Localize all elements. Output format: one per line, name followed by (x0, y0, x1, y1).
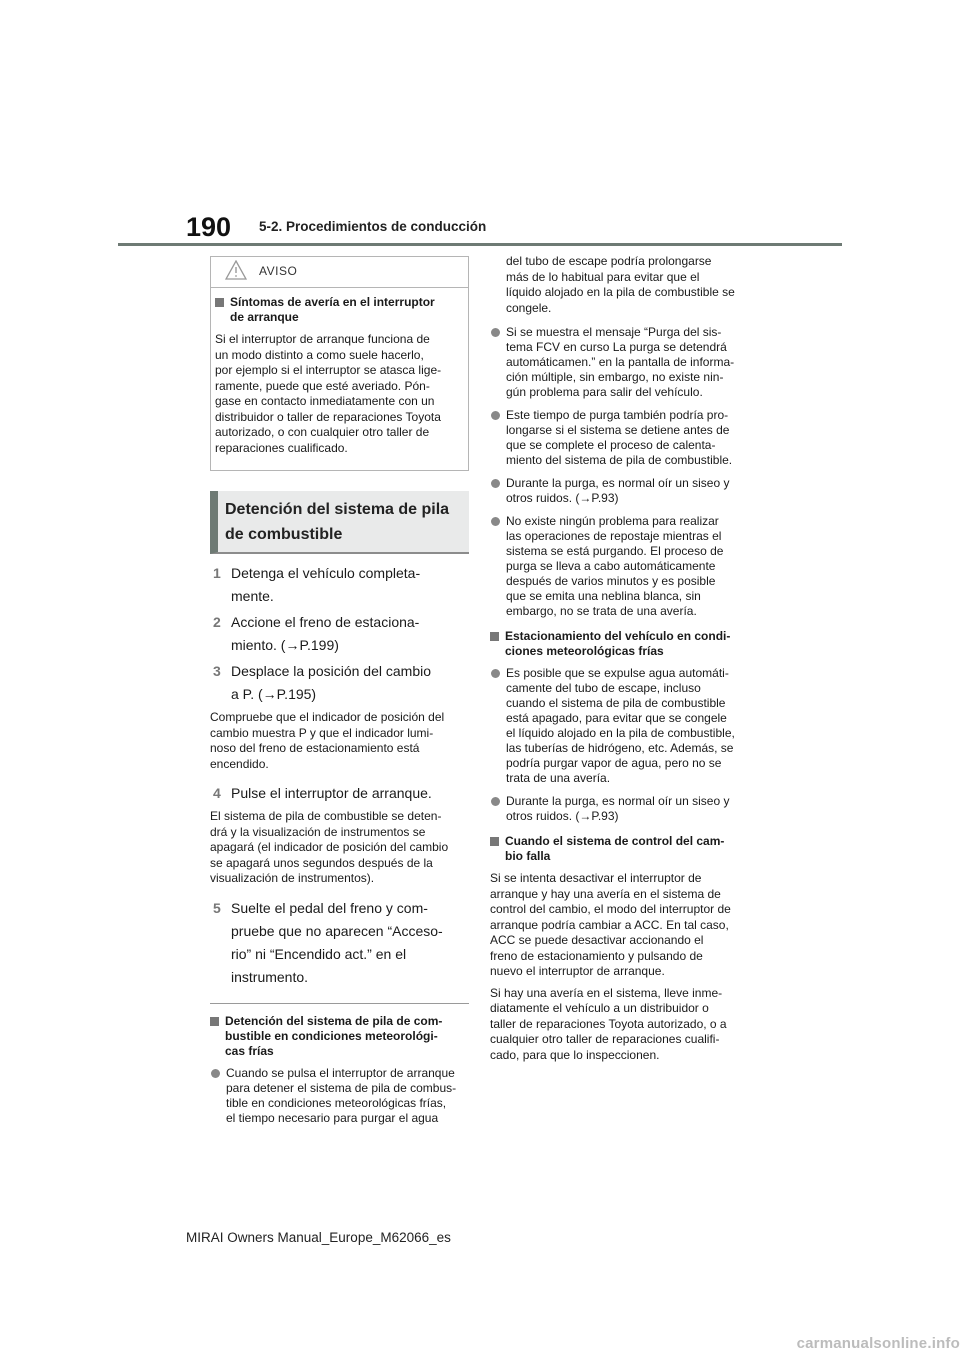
step-2: 2 Accione el freno de estaciona- miento. (→P.199) (210, 611, 469, 657)
square-bullet-icon (490, 837, 499, 846)
step-number: 2 (213, 614, 221, 630)
step-number: 3 (213, 663, 221, 679)
square-bullet-icon (210, 1017, 219, 1026)
bullet-item: Es posible que se expulse agua automáti- camente del tubo de escape, incluso cuando el sistema de pila de combustible está apagado, para evitar que se congele el líquido alojado en la pila de combustible, las tuberías de hidrógeno, etc. Además, se podría purgar vapor de agua, pero no se trata de una avería. (490, 666, 752, 786)
page-number: 190 (186, 212, 232, 242)
step-4-note: El sistema de pila de combustible se deten- drá y la visualización de instrumentos se apagará (el indicador de posición del cambio se apagará unos segundos después de la visualización de instrumentos). (210, 809, 449, 885)
warning-subheading: Síntomas de avería en el interruptor de arranque (215, 295, 462, 325)
bullet-item: Si se muestra el mensaje “Purga del sis- tema FCV en curso La purga se detendrá automáticamen.” en la pantalla de informa- ción múltiple, sin embargo, no existe nin- gún problema para salir del vehículo. (490, 325, 752, 400)
watermark: carmanualsonline.info (796, 1335, 960, 1352)
warning-header (211, 257, 468, 288)
cold-subheading: Detención del sistema de pila de com- bustible en condiciones meteorológi- cas frías (210, 1014, 469, 1059)
warning-body: Si el interruptor de arranque funciona de un modo distinto a como suele hacerlo, por ejemplo si el interruptor se atasca lige- ramente, puede que esté averiado. Pón- gase en contacto inmediatamente con un distribuidor o taller de reparaciones Toyota autorizado, o con cualquier otro taller de reparaciones cualificado. (215, 332, 442, 455)
right-column (490, 254, 752, 1069)
round-bullet-icon (491, 517, 500, 526)
step-number: 4 (213, 785, 221, 801)
step-1: 1 Detenga el vehículo completa- mente. (210, 562, 469, 608)
failure-paragraph-2: Si hay una avería en el sistema, lleve inme- diatamente el vehículo a un distribuidor o taller de reparaciones Toyota autorizado, o a cualquier otro taller de reparaciones cualifi- cado, para que lo inspeccionen. (490, 985, 727, 1062)
left-column (210, 256, 469, 1134)
parking-subheading: Estacionamiento del vehículo en condi- ciones meteorológicas frías (490, 629, 752, 659)
warning-triangle-icon (225, 260, 247, 280)
continuation-text: del tubo de escape podría prolongarse más de lo habitual para evitar que el líquido alojado en la pila de combustible se congele. (506, 254, 735, 315)
warning-title: AVISO (259, 264, 298, 278)
bullet-item: Durante la purga, es normal oír un siseo y otros ruidos. (→P.93) (490, 794, 752, 824)
failure-paragraph-1: Si se intenta desactivar el interruptor de arranque y hay una avería en el sistema de control del cambio, el modo del interruptor de arranque podría cambiar a ACC. En tal caso, ACC se puede desactivar accionando el freno de estacionamiento y pulsando de nuevo el interruptor de arranque. (490, 871, 731, 978)
round-bullet-icon (491, 797, 500, 806)
square-bullet-icon (215, 298, 224, 307)
round-bullet-icon (491, 411, 500, 420)
failure-subheading: Cuando el sistema de control del cam- bio falla (490, 834, 752, 864)
footer-text: MIRAI Owners Manual_Europe_M62066_es (186, 1230, 451, 1245)
round-bullet-icon (491, 328, 500, 337)
bullet-item: No existe ningún problema para realizar las operaciones de repostaje mientras el sistema se está purgando. El proceso de purga se lleva a cabo automáticamente después de varios minutos y es posible que se emita una neblina blanca, sin embargo, no se trata de una avería. (490, 514, 752, 619)
step-5: 5 Suelte el pedal del freno y com- pruebe que no aparecen “Acceso- rio” ni “Encendido act.” en el instrumento. (210, 897, 469, 989)
header-rule (118, 243, 842, 246)
bullet-item: Este tiempo de purga también podría pro- longarse si el sistema se detiene antes de que se complete el proceso de calenta- miento del sistema de pila de combustible. (490, 408, 752, 468)
step-3: 3 Desplace la posición del cambio a P. (→P.195) (210, 660, 469, 706)
divider (210, 1003, 469, 1004)
section-heading: Detención del sistema de pila de combustible (210, 491, 469, 554)
warning-box (210, 256, 469, 471)
bullet-item: Durante la purga, es normal oír un siseo y otros ruidos. (→P.93) (490, 476, 752, 506)
bullet-item: Cuando se pulsa el interruptor de arranque para detener el sistema de pila de combus- tible en condiciones meteorológicas frías, el tiempo necesario para purgar el agua (210, 1066, 469, 1126)
step-number: 1 (213, 565, 221, 581)
step-number: 5 (213, 899, 221, 916)
square-bullet-icon (490, 632, 499, 641)
round-bullet-icon (211, 1069, 220, 1078)
round-bullet-icon (491, 669, 500, 678)
step-4: 4 Pulse el interruptor de arranque. (210, 782, 469, 805)
section-title: 5-2. Procedimientos de conducción (259, 219, 487, 234)
step-3-note: Compruebe que el indicador de posición del cambio muestra P y que el indicador lumi- noso del freno de estacionamiento está encendido. (210, 710, 445, 771)
round-bullet-icon (491, 479, 500, 488)
